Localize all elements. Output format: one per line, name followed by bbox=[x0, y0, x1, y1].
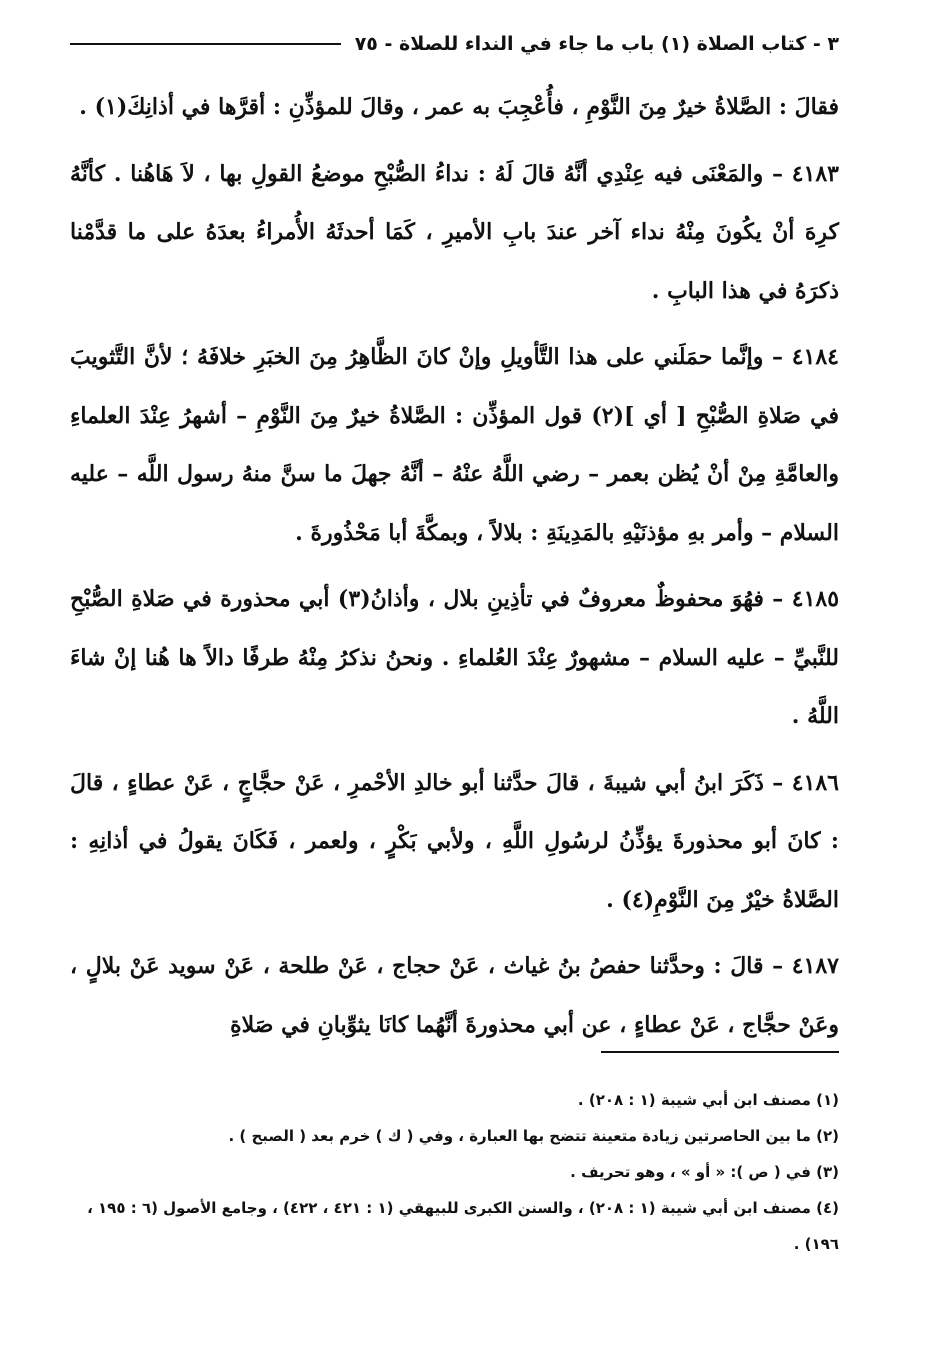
paragraph-4185: ٤١٨٥ – فهُوَ محفوظٌ معروفٌ في تأذِينِ بلال ، وأذانُ(٣) أبي محذورة في صَلاةِ الصُّبْحِ للنَّبيِّ – عليه السلام – مشهورٌ عِنْدَ العُلماءِ . ونحنُ نذكرُ مِنْهُ طرفًا دالاً ها هُنا إنْ شاءَ اللَّهُ . bbox=[70, 586, 840, 729]
footnote-4: (٤) مصنف ابن أبي شيبة (١ : ٢٠٨) ، والسنن الكبرى للبيهقي (١ : ٤٢١ ، ٤٢٢) ، وجامع الأصول (٦ : ١٩٥ ، ١٩٦) . bbox=[87, 1199, 839, 1253]
footnotes bbox=[70, 1082, 839, 1262]
paragraph-4187: ٤١٨٧ – قالَ : وحدَّثنا حفصُ بنُ غياث ، عَنْ حجاج ، عَنْ طلحة ، عَنْ سويد عَنْ بلالٍ ، وعَنْ حجَّاج ، عَنْ عطاءٍ ، عن أبي محذورةَ أنَّهُما كانَا يثوِّبانِ في صَلاةِ bbox=[70, 953, 839, 1038]
paragraph-intro: فقالَ : الصَّلاةُ خيرٌ مِنَ النَّوْمِ ، فأُعْجِبَ به عمر ، وقالَ للمؤذِّنِ : أقرَّها في أذانِكَ(١) . bbox=[79, 94, 839, 120]
header-rule bbox=[70, 43, 341, 45]
main-text bbox=[70, 78, 839, 1062]
paragraph-4183: ٤١٨٣ – والمَعْنَى فيه عِنْدِي أنَّهُ قالَ لَهُ : نداءُ الصُّبْحِ موضعُ القولِ بها ، لاَ هَاهُنا . كأنَّهُ كرِهَ أنْ يكُونَ مِنْهُ نداء آخر عندَ بابِ الأميرِ ، كَمَا أحدثَهُ الأُمراءُ بعدَهُ على ما قدَّمْنا ذكرَهُ في هذا البابِ . bbox=[70, 160, 839, 304]
paragraph-4184: ٤١٨٤ – وإنَّما حمَلَني على هذا التَّأويلِ وإنْ كانَ الظَّاهِرُ مِنَ الخبَرِ خلافَهُ ؛ لأنَّ التَّثويبَ في صَلاةِ الصُّبْحِ [ أي ](٢) قول المؤذِّن : الصَّلاةُ خيرٌ مِنَ النَّوْمِ – أشهرُ عِنْدَ العلماءِ والعامَّةِ مِنْ أنْ يُظن بعمر – رضي اللَّهُ عنْهُ – أنَّهُ جهلَ ما سنَّ منهُ رسول اللَّه – عليه السلام – وأمر بهِ مؤذنَيْهِ بالمَدِينَةِ : بلالاً ، وبمكَّةَ أبا مَحْذُورةَ . bbox=[70, 344, 840, 546]
running-header bbox=[70, 28, 839, 60]
paragraph-4186: ٤١٨٦ – ذَكَرَ ابنُ أبي شيبةَ ، قالَ حدَّثنا أبو خالدِ الأحْمرِ ، عَنْ حجَّاجٍ ، عَنْ عطاءٍ ، قالَ : كانَ أبو محذورةَ يؤذِّنُ لرسُولِ اللَّهِ ، ولأبي بَكْرٍ ، ولعمر ، فَكَانَ يقولُ في أذانِهِ : الصَّلاةُ خيْرٌ مِنَ النَّوْمِ(٤) . bbox=[70, 769, 839, 913]
footnote-separator bbox=[601, 1051, 839, 1053]
footnote-3: (٣) في ( ص ): « أو » ، وهو تحريف . bbox=[570, 1163, 839, 1181]
footnote-1: (١) مصنف ابن أبي شيبة (١ : ٢٠٨) . bbox=[577, 1091, 839, 1109]
header-title: ٣ - كتاب الصلاة (١) باب ما جاء في النداء للصلاة - ٧٥ bbox=[354, 33, 839, 55]
footnote-2: (٢) ما بين الحاصرتين زيادة متعينة تتضح بها العبارة ، وفي ( ك ) خرم بعد ( الصبح ) . bbox=[228, 1127, 839, 1145]
